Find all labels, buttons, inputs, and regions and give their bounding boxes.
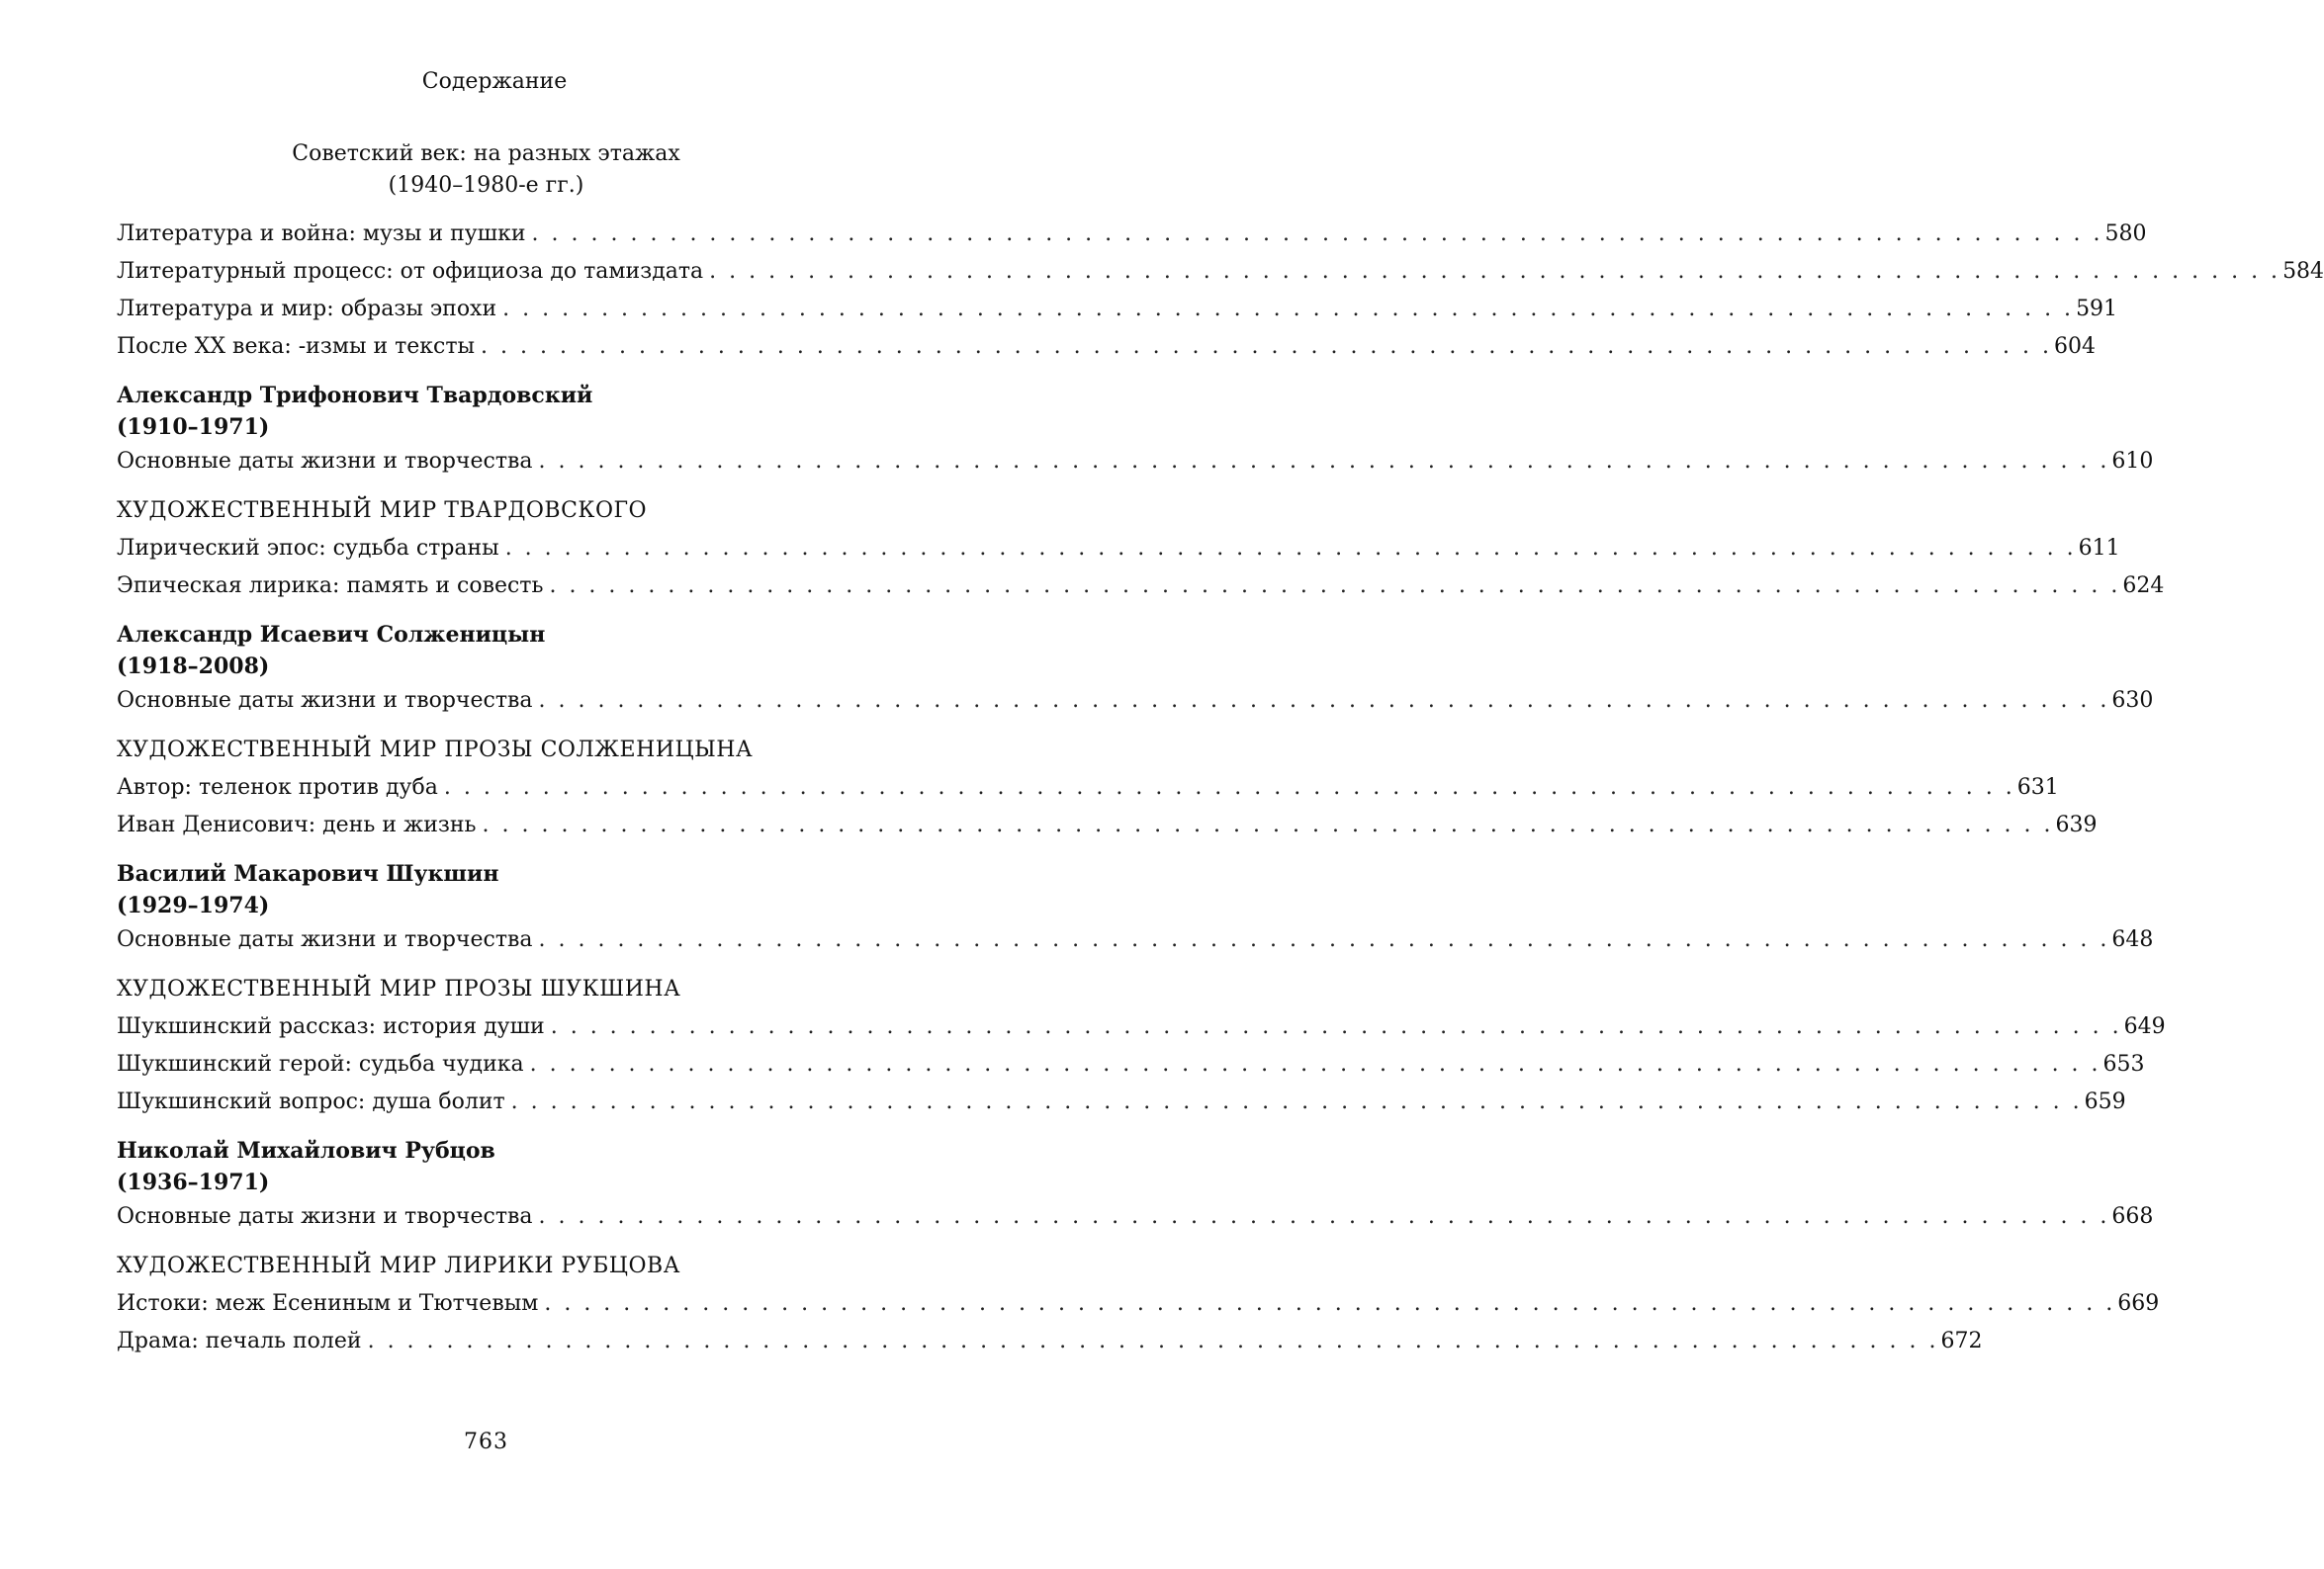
part-title-years: (1940–1980-е гг.)	[388, 173, 584, 198]
toc-entry-page: 669	[2117, 1291, 2160, 1316]
toc-entry-page: 584	[2282, 259, 2324, 284]
toc-entry-title: Литературный процесс: от официоза до тамиздата	[117, 259, 704, 284]
toc-entry-title: Лирический эпос: судьба страны	[117, 536, 499, 561]
toc-entry-page: 631	[2016, 775, 2059, 800]
toc-entry[interactable]	[117, 1084, 2126, 1121]
toc-entry-page: 639	[2055, 813, 2098, 837]
toc-entry-page: 591	[2076, 297, 2118, 321]
toc-entry-page: 604	[2053, 334, 2096, 359]
toc-entry-title: После XX века: -измы и тексты	[117, 334, 476, 359]
author-name: Александр Исаевич Солженицын	[117, 622, 546, 648]
toc-entry-page: 668	[2111, 1204, 2154, 1229]
dot-leader: . . . . . . . . . . . . . . . . . . . . . . . . . . . . . . . . . . . . . . . . . . . . . . . . . . . . . . . . . . . . . . . . . . . . . . . . . . . . . . . .	[709, 259, 2281, 284]
toc-entry[interactable]	[117, 1046, 2145, 1084]
author-heading	[117, 1135, 852, 1198]
author-heading	[117, 619, 852, 682]
toc-entry[interactable]	[117, 530, 2120, 567]
table-of-contents	[117, 216, 2324, 1360]
toc-entry[interactable]	[117, 443, 2154, 480]
toc-entry-title: Шукшинский рассказ: история души	[117, 1014, 545, 1039]
dot-leader: . . . . . . . . . . . . . . . . . . . . . . . . . . . . . . . . . . . . . . . . . . . . . . . . . . . . . . . . . . . . . . . . . . . . . . . . . . . . . . . .	[549, 573, 2121, 598]
dot-leader: . . . . . . . . . . . . . . . . . . . . . . . . . . . . . . . . . . . . . . . . . . . . . . . . . . . . . . . . . . . . . . . . . . . . . . . . . . . . . . . .	[538, 1204, 2110, 1229]
author-years: (1910–1971)	[117, 414, 270, 440]
author-name: Василий Макарович Шукшин	[117, 861, 499, 887]
dot-leader: . . . . . . . . . . . . . . . . . . . . . . . . . . . . . . . . . . . . . . . . . . . . . . . . . . . . . . . . . . . . . . . . . . . . . . . . . . . . . . . .	[504, 536, 2077, 561]
toc-entry-title: Автор: теленок против дуба	[117, 775, 438, 800]
dot-leader: . . . . . . . . . . . . . . . . . . . . . . . . . . . . . . . . . . . . . . . . . . . . . . . . . . . . . . . . . . . . . . . . . . . . . . . . . . . . . . . .	[531, 221, 2103, 246]
section-heading: ХУДОЖЕСТВЕННЫЙ МИР ТВАРДОВСКОГО	[117, 498, 648, 523]
section-heading: ХУДОЖЕСТВЕННЫЙ МИР ПРОЗЫ ШУКШИНА	[117, 977, 681, 1002]
dot-leader: . . . . . . . . . . . . . . . . . . . . . . . . . . . . . . . . . . . . . . . . . . . . . . . . . . . . . . . . . . . . . . . . . . . . . . . . . . . . . . . .	[538, 688, 2110, 713]
author-name: Александр Трифонович Твардовский	[117, 383, 593, 408]
toc-entry-page: 630	[2111, 688, 2154, 713]
author-years: (1929–1974)	[117, 893, 270, 918]
author-heading	[117, 380, 852, 443]
toc-entry[interactable]	[117, 1285, 2160, 1323]
author-name: Николай Михайлович Рубцов	[117, 1138, 495, 1164]
toc-entry-title: Иван Денисович: день и жизнь	[117, 813, 477, 837]
toc-entry-page: 659	[2084, 1090, 2126, 1114]
toc-entry-page: 653	[2102, 1052, 2145, 1077]
page-number: 763	[464, 1430, 508, 1454]
toc-entry[interactable]	[117, 328, 2096, 366]
section-heading: ХУДОЖЕСТВЕННЫЙ МИР ПРОЗЫ СОЛЖЕНИЦЫНА	[117, 738, 754, 762]
author-years: (1918–2008)	[117, 654, 270, 679]
author-years: (1936–1971)	[117, 1170, 270, 1195]
dot-leader: . . . . . . . . . . . . . . . . . . . . . . . . . . . . . . . . . . . . . . . . . . . . . . . . . . . . . . . . . . . . . . . . . . . . . . . . . . . . . . . .	[550, 1014, 2122, 1039]
toc-entry-page: 649	[2123, 1014, 2166, 1039]
toc-entry[interactable]	[117, 567, 2165, 605]
dot-leader: . . . . . . . . . . . . . . . . . . . . . . . . . . . . . . . . . . . . . . . . . . . . . . . . . . . . . . . . . . . . . . . . . . . . . . . . . . . . . . . .	[529, 1052, 2101, 1077]
dot-leader: . . . . . . . . . . . . . . . . . . . . . . . . . . . . . . . . . . . . . . . . . . . . . . . . . . . . . . . . . . . . . . . . . . . . . . . . . . . . . . . .	[367, 1329, 1939, 1353]
section-heading: ХУДОЖЕСТВЕННЫЙ МИР ЛИРИКИ РУБЦОВА	[117, 1254, 680, 1278]
toc-entry[interactable]	[117, 1008, 2166, 1046]
toc-entry[interactable]	[117, 253, 2324, 291]
dot-leader: . . . . . . . . . . . . . . . . . . . . . . . . . . . . . . . . . . . . . . . . . . . . . . . . . . . . . . . . . . . . . . . . . . . . . . . . . . . . . . . .	[538, 927, 2110, 952]
toc-entry-title: Основные даты жизни и творчества	[117, 688, 533, 713]
dot-leader: . . . . . . . . . . . . . . . . . . . . . . . . . . . . . . . . . . . . . . . . . . . . . . . . . . . . . . . . . . . . . . . . . . . . . . . . . . . . . . . .	[481, 334, 2052, 359]
toc-entry-page: 624	[2122, 573, 2165, 598]
toc-entry[interactable]	[117, 807, 2098, 844]
toc-entry-title: Шукшинский герой: судьба чудика	[117, 1052, 524, 1077]
running-head: Содержание	[421, 69, 568, 94]
toc-entry-page: 672	[1940, 1329, 1983, 1353]
dot-leader: . . . . . . . . . . . . . . . . . . . . . . . . . . . . . . . . . . . . . . . . . . . . . . . . . . . . . . . . . . . . . . . . . . . . . . . . . . . . . . . .	[544, 1291, 2116, 1316]
part-title	[0, 138, 972, 202]
toc-entry[interactable]	[117, 1198, 2154, 1236]
toc-entry-title: Основные даты жизни и творчества	[117, 927, 533, 952]
toc-entry[interactable]	[117, 216, 2147, 253]
toc-entry-title: Эпическая лирика: память и совесть	[117, 573, 544, 598]
toc-entry-title: Шукшинский вопрос: душа болит	[117, 1090, 505, 1114]
toc-entry-title: Основные даты жизни и творчества	[117, 449, 533, 474]
toc-entry-title: Литература и мир: образы эпохи	[117, 297, 497, 321]
toc-entry-title: Основные даты жизни и творчества	[117, 1204, 533, 1229]
toc-entry[interactable]	[117, 769, 2059, 807]
dot-leader: . . . . . . . . . . . . . . . . . . . . . . . . . . . . . . . . . . . . . . . . . . . . . . . . . . . . . . . . . . . . . . . . . . . . . . . . . . . . . . . .	[482, 813, 2054, 837]
part-title-line: Советский век: на разных этажах	[292, 141, 680, 166]
toc-entry-title: Истоки: меж Есениным и Тютчевым	[117, 1291, 539, 1316]
toc-entry-page: 648	[2111, 927, 2154, 952]
toc-entry-page: 580	[2104, 221, 2147, 246]
dot-leader: . . . . . . . . . . . . . . . . . . . . . . . . . . . . . . . . . . . . . . . . . . . . . . . . . . . . . . . . . . . . . . . . . . . . . . . . . . . . . . . .	[538, 449, 2110, 474]
toc-entry-title: Драма: печаль полей	[117, 1329, 362, 1353]
toc-entry[interactable]	[117, 1323, 1983, 1360]
toc-entry[interactable]	[117, 291, 2118, 328]
toc-entry[interactable]	[117, 682, 2154, 720]
toc-entry-page: 610	[2111, 449, 2154, 474]
author-heading	[117, 858, 852, 921]
dot-leader: . . . . . . . . . . . . . . . . . . . . . . . . . . . . . . . . . . . . . . . . . . . . . . . . . . . . . . . . . . . . . . . . . . . . . . . . . . . . . . . .	[510, 1090, 2083, 1114]
dot-leader: . . . . . . . . . . . . . . . . . . . . . . . . . . . . . . . . . . . . . . . . . . . . . . . . . . . . . . . . . . . . . . . . . . . . . . . . . . . . . . . .	[502, 297, 2075, 321]
toc-entry-title: Литература и война: музы и пушки	[117, 221, 526, 246]
toc-entry[interactable]	[117, 921, 2154, 959]
dot-leader: . . . . . . . . . . . . . . . . . . . . . . . . . . . . . . . . . . . . . . . . . . . . . . . . . . . . . . . . . . . . . . . . . . . . . . . . . . . . . . . .	[443, 775, 2015, 800]
toc-entry-page: 611	[2078, 536, 2120, 561]
